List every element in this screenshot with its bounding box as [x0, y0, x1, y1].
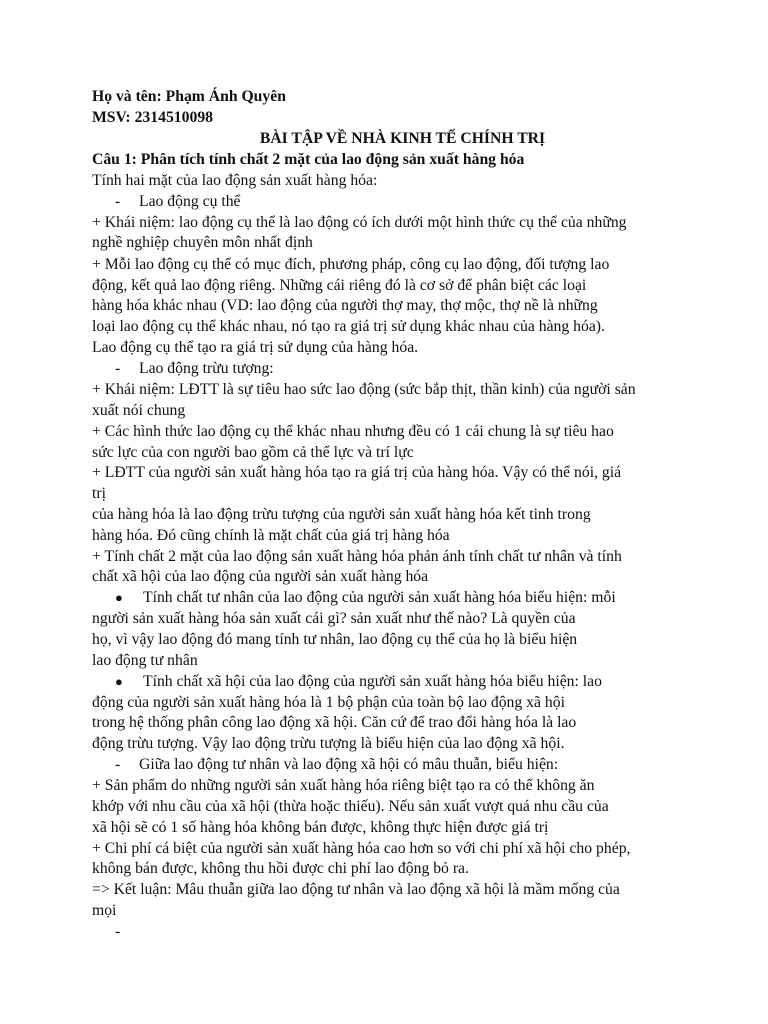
- paragraph-line: + Tính chất 2 mặt của lao động sản xuất hàng hóa phản ánh tính chất tư nhân và tính: [92, 548, 622, 565]
- paragraph-line: động, kết quả lao động riêng. Những cái riêng đó là cơ sở để phân biệt các loại: [92, 277, 587, 294]
- paragraph-line: trị: [92, 485, 106, 502]
- paragraph-line: không bán được, không thu hồi được chi phí lao động bỏ ra.: [92, 860, 469, 877]
- section-heading-abstract-labor: Lao động trừu tượng:: [139, 360, 274, 377]
- paragraph-line: + Khái niệm: lao động cụ thể là lao động có ích dưới một hình thức cụ thể của những: [92, 214, 627, 231]
- document-title: BÀI TẬP VỀ NHÀ KINH TẾ CHÍNH TRỊ: [259, 130, 546, 147]
- paragraph-line: hàng hóa khác nhau (VD: lao động của người thợ may, thợ mộc, thợ nề là những: [92, 297, 598, 314]
- bullet-text: Tính chất tư nhân của lao động của người sản xuất hàng hóa biểu hiện: mỗi: [143, 589, 616, 606]
- paragraph-line: xã hội sẽ có 1 số hàng hóa không bán được, không thực hiện được giá trị: [92, 819, 549, 836]
- list-item: [115, 192, 241, 212]
- bullet-item: [115, 672, 602, 692]
- section-heading-contradiction: Giữa lao động tư nhân và lao động xã hội có mâu thuẫn, biểu hiện:: [139, 756, 559, 773]
- paragraph-line: + Khái niệm: LĐTT là sự tiêu hao sức lao động (sức bắp thịt, thần kinh) của người sản: [92, 381, 636, 398]
- paragraph-line: họ, vì vậy lao động đó mang tính tư nhân, lao động cụ thể của họ là biểu hiện: [92, 631, 578, 648]
- bullet-item: [115, 588, 616, 608]
- conclusion-line: mọi: [92, 902, 117, 919]
- bullet-marker: ●: [115, 674, 123, 689]
- paragraph-line: người sản xuất hàng hóa sản xuất cái gì? sản xuất như thế nào? Là quyền của: [92, 610, 576, 627]
- paragraph-line: động của người sản xuất hàng hóa là 1 bộ phận của toàn bộ lao động xã hội: [92, 694, 565, 711]
- paragraph-line: + LĐTT của người sản xuất hàng hóa tạo ra giá trị của hàng hóa. Vậy có thể nói, giá: [92, 464, 622, 481]
- paragraph-line: của hàng hóa là lao động trừu tượng của người sản xuất hàng hóa kết tinh trong: [92, 506, 591, 523]
- paragraph-line: loại lao động cụ thể khác nhau, nó tạo ra giá trị sử dụng khác nhau của hàng hóa).: [92, 318, 605, 335]
- paragraph-line: + Các hình thức lao động cụ thể khác nhau nhưng đều có 1 cái chung là sự tiêu hao: [92, 423, 614, 440]
- paragraph-line: sức lực của con người bao gồm cả thể lực và trí lực: [92, 444, 414, 461]
- conclusion-line: => Kết luận: Mâu thuẫn giữa lao động tư nhân và lao động xã hội là mầm mống của: [92, 881, 620, 898]
- paragraph-line: xuất nói chung: [92, 402, 186, 419]
- student-name: Họ và tên: Phạm Ánh Quyên: [92, 88, 286, 105]
- paragraph-line: + Chi phí cá biệt của người sản xuất hàng hóa cao hơn so với chi phí xã hội cho phép,: [92, 840, 631, 857]
- student-id: MSV: 2314510098: [92, 109, 214, 126]
- dash-marker: -: [115, 756, 121, 773]
- paragraph-line: Lao động cụ thể tạo ra giá trị sử dụng của hàng hóa.: [92, 339, 419, 356]
- intro-line: Tính hai mặt của lao động sản xuất hàng hóa:: [92, 172, 378, 189]
- paragraph-line: + Sản phẩm do những người sản xuất hàng hóa riêng biệt tạo ra có thể không ăn: [92, 777, 595, 794]
- paragraph-line: lao động tư nhân: [92, 652, 198, 669]
- paragraph-line: trong hệ thống phân công lao động xã hội. Căn cứ để trao đổi hàng hóa là lao: [92, 714, 577, 731]
- paragraph-line: chất xã hội của lao động của người sản xuất hàng hóa: [92, 568, 429, 585]
- paragraph-line: động trừu tượng. Vậy lao động trừu tượng là biểu hiện của lao động xã hội.: [92, 735, 565, 752]
- list-item: [115, 359, 274, 379]
- list-item: [115, 755, 558, 775]
- paragraph-line: nghề nghiệp chuyên môn nhất định: [92, 234, 313, 251]
- dash-marker: -: [115, 360, 121, 377]
- section-heading-concrete-labor: Lao động cụ thể: [139, 193, 241, 210]
- paragraph-line: + Mỗi lao động cụ thể có mục đích, phương pháp, công cụ lao động, đối tượng lao: [92, 256, 610, 273]
- dash-marker: -: [115, 923, 121, 940]
- bullet-text: Tính chất xã hội của lao động của người sản xuất hàng hóa biểu hiện: lao: [143, 673, 602, 690]
- paragraph-line: hàng hóa. Đó cũng chính là mặt chất của giá trị hàng hóa: [92, 527, 450, 544]
- question-heading: Câu 1: Phân tích tính chất 2 mặt của lao động sản xuất hàng hóa: [92, 151, 525, 168]
- paragraph-line: khớp với nhu cầu của xã hội (thừa hoặc thiếu). Nếu sản xuất vượt quá nhu cầu của: [92, 798, 609, 815]
- bullet-marker: ●: [115, 590, 123, 605]
- dash-marker: -: [115, 193, 121, 210]
